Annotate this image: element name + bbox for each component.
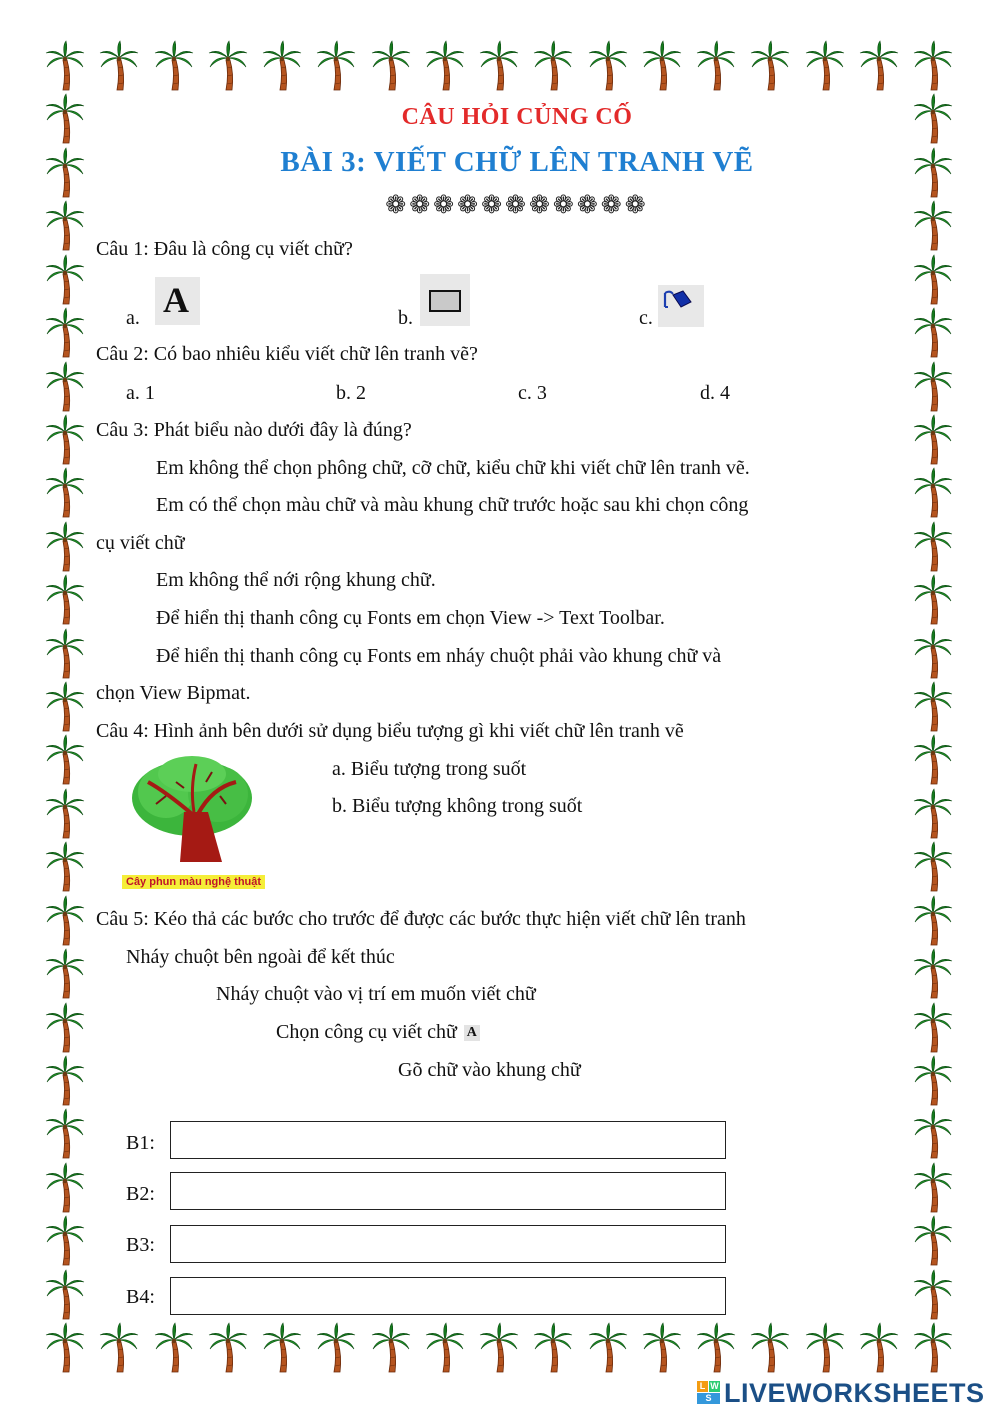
palm-tree-icon — [207, 1322, 249, 1374]
palm-tree-icon — [641, 1322, 683, 1374]
logo-square-l: L — [697, 1381, 708, 1392]
palm-tree-icon — [44, 681, 86, 733]
q3-statement-1[interactable]: Em không thể chọn phông chữ, cỡ chữ, kiểu chữ khi viết chữ lên tranh vẽ. — [156, 457, 750, 479]
step-drop-box-3[interactable] — [170, 1225, 726, 1263]
palm-tree-icon — [912, 628, 954, 680]
drag-item-3-label: Chọn công cụ viết chữ — [276, 1021, 457, 1043]
q1-option-a[interactable] — [155, 277, 200, 325]
palm-tree-icon — [804, 1322, 846, 1374]
palm-tree-icon — [44, 307, 86, 359]
fill-bucket-icon — [658, 285, 704, 327]
palm-tree-icon — [44, 574, 86, 626]
palm-tree-icon — [98, 1322, 140, 1374]
q3-statement-2[interactable]: Em có thể chọn màu chữ và màu khung chữ trước hoặc sau khi chọn công — [156, 494, 749, 516]
tree-illustration — [126, 752, 261, 870]
palm-tree-icon — [532, 40, 574, 92]
q1-option-b-label: b. — [398, 307, 413, 329]
palm-tree-icon — [44, 948, 86, 1000]
palm-tree-icon — [207, 40, 249, 92]
q1-option-b[interactable] — [420, 274, 470, 326]
palm-tree-icon — [912, 734, 954, 786]
tree-caption: Cây phun màu nghệ thuật — [122, 875, 265, 889]
palm-tree-icon — [478, 1322, 520, 1374]
palm-tree-icon — [912, 1269, 954, 1321]
palm-tree-icon — [261, 40, 303, 92]
q2-option-d[interactable]: d. 4 — [700, 382, 730, 404]
palm-tree-icon — [44, 841, 86, 893]
question-2: Câu 2: Có bao nhiêu kiểu viết chữ lên tranh vẽ? — [96, 343, 478, 365]
q1-option-a-label: a. — [126, 307, 140, 329]
q3-statement-3[interactable]: Em không thể nới rộng khung chữ. — [156, 569, 436, 591]
drag-item-3[interactable] — [276, 1021, 480, 1044]
palm-tree-icon — [424, 1322, 466, 1374]
step-label-3: B3: — [126, 1234, 155, 1256]
palm-tree-icon — [858, 40, 900, 92]
question-4: Câu 4: Hình ảnh bên dưới sử dụng biểu tượng gì khi viết chữ lên tranh vẽ — [96, 720, 684, 742]
question-3: Câu 3: Phát biểu nào dưới đây là đúng? — [96, 419, 412, 441]
palm-tree-icon — [695, 40, 737, 92]
palm-tree-icon — [912, 1162, 954, 1214]
palm-tree-icon — [912, 1002, 954, 1054]
palm-tree-icon — [912, 895, 954, 947]
q3-statement-5[interactable]: Để hiển thị thanh công cụ Fonts em nháy chuột phải vào khung chữ và — [156, 645, 722, 667]
q2-option-b[interactable]: b. 2 — [336, 382, 366, 404]
drag-item-1[interactable]: Nháy chuột bên ngoài để kết thúc — [126, 946, 395, 968]
palm-tree-icon — [44, 1162, 86, 1214]
step-label-2: B2: — [126, 1183, 155, 1205]
palm-tree-icon — [912, 521, 954, 573]
palm-tree-icon — [44, 40, 86, 92]
palm-tree-icon — [44, 254, 86, 306]
palm-tree-icon — [641, 40, 683, 92]
palm-tree-icon — [98, 40, 140, 92]
q2-option-a[interactable]: a. 1 — [126, 382, 155, 404]
palm-tree-icon — [912, 574, 954, 626]
palm-tree-icon — [912, 361, 954, 413]
palm-tree-icon — [912, 1055, 954, 1107]
page-subtitle: CÂU HỎI CỦNG CỐ — [401, 104, 633, 130]
palm-tree-icon — [912, 40, 954, 92]
palm-tree-icon — [44, 521, 86, 573]
logo-square-s: S — [697, 1393, 720, 1404]
q1-option-c-label: c. — [639, 307, 653, 329]
q2-option-c[interactable]: c. 3 — [518, 382, 547, 404]
palm-tree-icon — [587, 1322, 629, 1374]
palm-tree-icon — [749, 1322, 791, 1374]
palm-tree-icon — [912, 681, 954, 733]
palm-tree-icon — [912, 307, 954, 359]
palm-tree-icon — [153, 40, 195, 92]
palm-tree-icon — [804, 40, 846, 92]
page-title: BÀI 3: VIẾT CHỮ LÊN TRANH VẼ — [280, 146, 754, 178]
liveworksheets-brand: LIVEWORKSHEETS — [724, 1378, 985, 1408]
text-tool-icon: A — [163, 280, 189, 320]
palm-tree-icon — [44, 414, 86, 466]
step-drop-box-1[interactable] — [170, 1121, 726, 1159]
q4-option-b[interactable]: b. Biểu tượng không trong suốt — [332, 795, 583, 817]
palm-tree-icon — [44, 467, 86, 519]
step-drop-box-2[interactable] — [170, 1172, 726, 1210]
step-drop-box-4[interactable] — [170, 1277, 726, 1315]
palm-tree-icon — [912, 1215, 954, 1267]
palm-tree-icon — [912, 1108, 954, 1160]
palm-tree-icon — [261, 1322, 303, 1374]
palm-tree-icon — [424, 40, 466, 92]
palm-tree-icon — [912, 948, 954, 1000]
palm-tree-icon — [44, 1108, 86, 1160]
q3-statement-5-cont[interactable]: chọn View Bipmat. — [96, 682, 251, 704]
palm-tree-icon — [912, 1322, 954, 1374]
step-label-4: B4: — [126, 1286, 155, 1308]
flower-ornament: ❁❁❁❁❁❁❁❁❁❁❁ — [385, 192, 649, 219]
palm-tree-icon — [858, 1322, 900, 1374]
drag-item-2[interactable]: Nháy chuột vào vị trí em muốn viết chữ — [216, 983, 536, 1005]
palm-tree-icon — [315, 1322, 357, 1374]
q3-statement-2-cont[interactable]: cụ viết chữ — [96, 532, 185, 554]
palm-tree-icon — [44, 1269, 86, 1321]
q1-option-c[interactable] — [658, 285, 704, 327]
palm-tree-icon — [44, 895, 86, 947]
palm-tree-icon — [44, 1322, 86, 1374]
q4-option-a[interactable]: a. Biểu tượng trong suốt — [332, 758, 527, 780]
palm-tree-icon — [749, 40, 791, 92]
palm-tree-icon — [912, 254, 954, 306]
palm-tree-icon — [44, 628, 86, 680]
palm-tree-icon — [44, 1055, 86, 1107]
palm-tree-icon — [315, 40, 357, 92]
palm-tree-icon — [44, 361, 86, 413]
palm-tree-icon — [478, 40, 520, 92]
rectangle-tool-icon — [420, 274, 470, 326]
text-tool-icon-small: A — [464, 1025, 480, 1041]
palm-tree-icon — [532, 1322, 574, 1374]
palm-tree-icon — [912, 841, 954, 893]
palm-tree-icon — [912, 788, 954, 840]
q3-statement-4[interactable]: Để hiển thị thanh công cụ Fonts em chọn View -> Text Toolbar. — [156, 607, 665, 629]
palm-tree-icon — [44, 1215, 86, 1267]
palm-tree-icon — [912, 467, 954, 519]
palm-tree-icon — [370, 1322, 412, 1374]
palm-tree-icon — [44, 788, 86, 840]
palm-tree-icon — [695, 1322, 737, 1374]
palm-tree-icon — [44, 1002, 86, 1054]
palm-tree-icon — [44, 734, 86, 786]
question-1: Câu 1: Đâu là công cụ viết chữ? — [96, 238, 353, 260]
palm-tree-icon — [153, 1322, 195, 1374]
palm-tree-icon — [370, 40, 412, 92]
logo-square-w: W — [710, 1381, 719, 1391]
step-label-1: B1: — [126, 1132, 155, 1154]
question-5: Câu 5: Kéo thả các bước cho trước để được các bước thực hiện viết chữ lên tranh — [96, 908, 746, 930]
palm-tree-icon — [587, 40, 629, 92]
drag-item-4[interactable]: Gõ chữ vào khung chữ — [398, 1059, 581, 1081]
palm-tree-icon — [912, 414, 954, 466]
